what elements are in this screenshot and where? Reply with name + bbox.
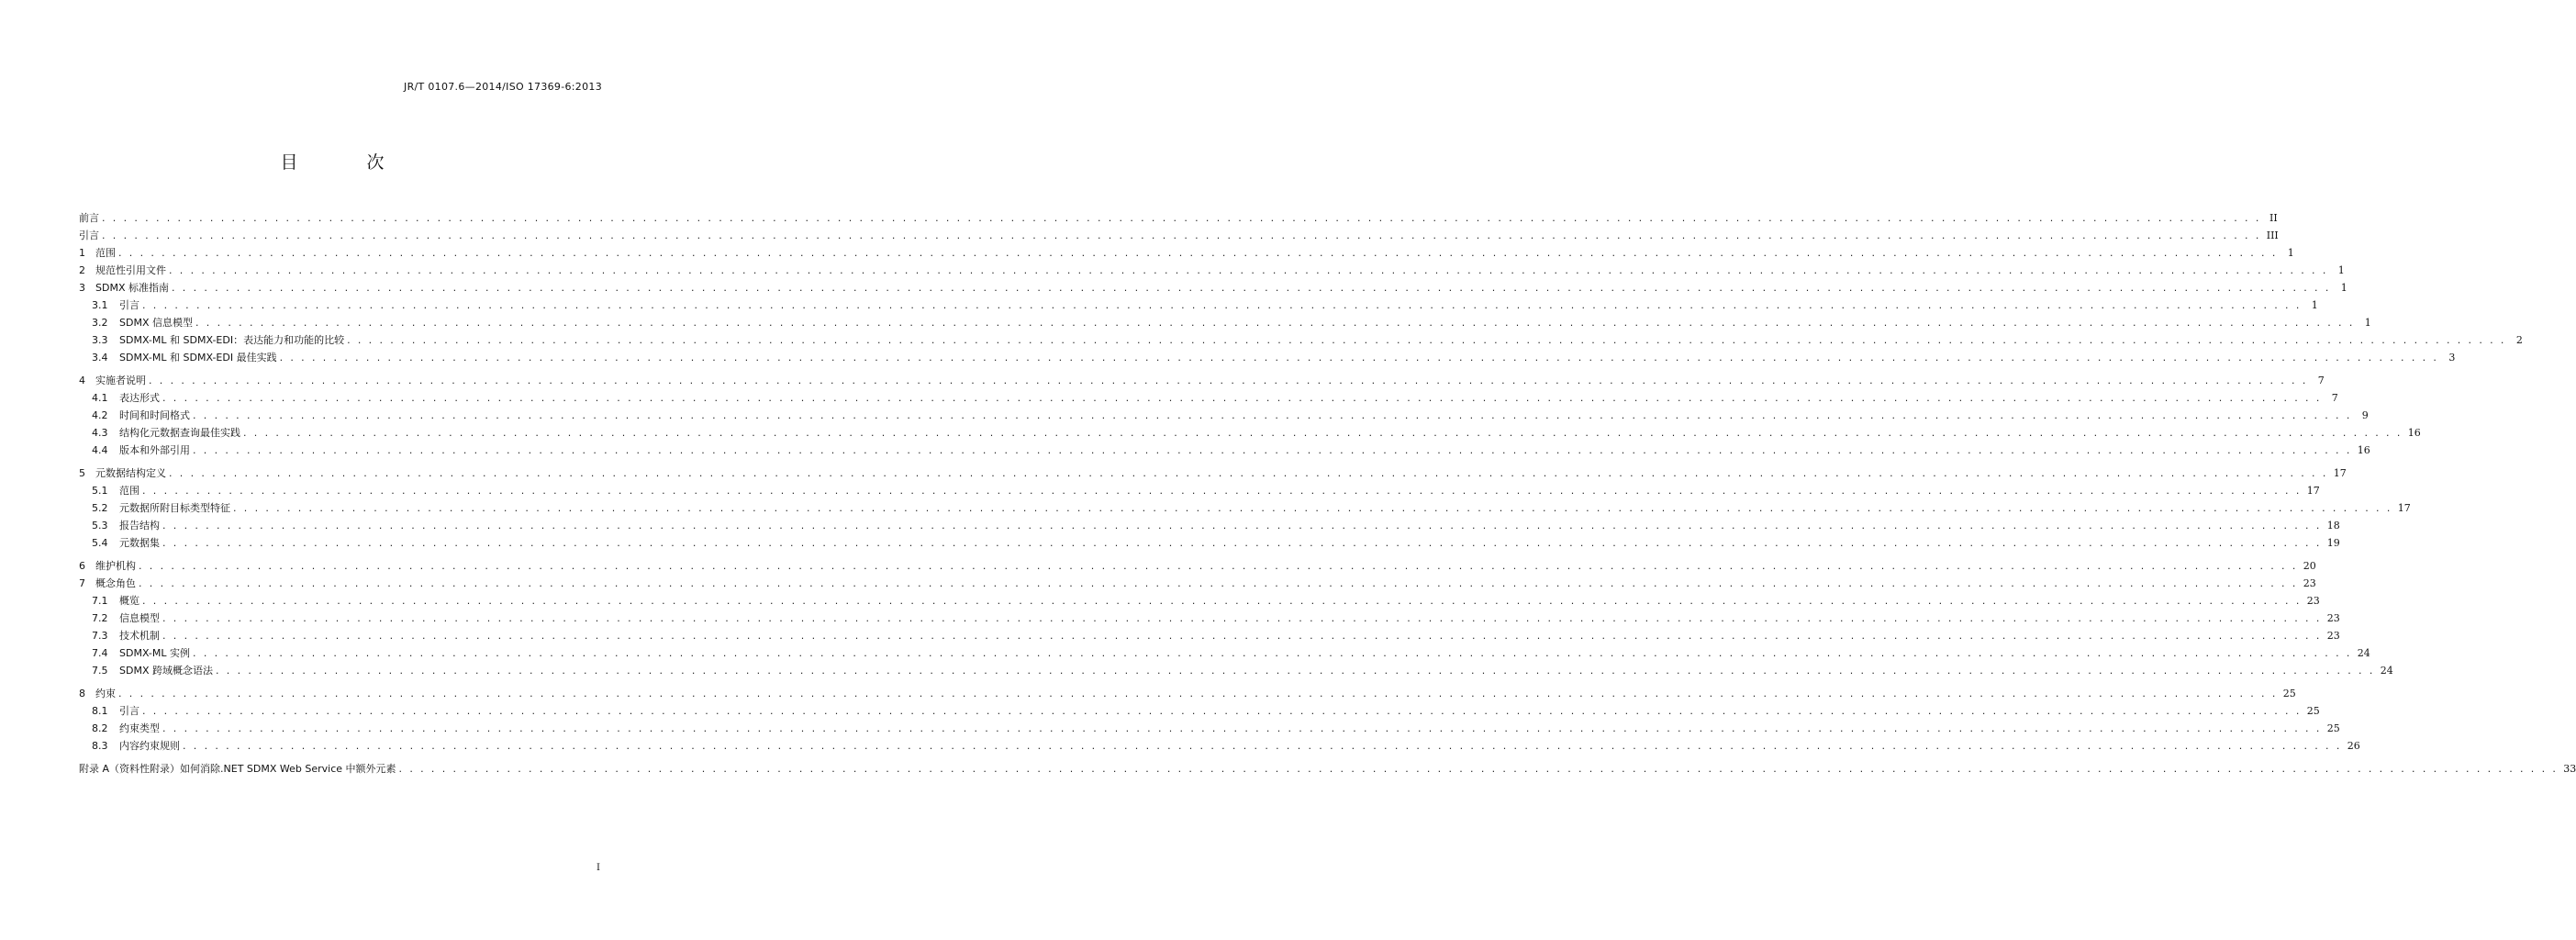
dot-leader: . . . . . . . . . . . . . . . . . . . . . . . . . . . . . . . . . . . . . . . . . . . . . . . . . . . . . . . . . . . . . . . . . . . . . . . . . . . . . . . . . . . . . . . . . . . . . . . . . . . . . . . . . . . . . . . . . . . . . . . . . . . . . . . . . . . . . . . . . . . . . . . . . . . . . . . . . . . . . . . . . . . . . . . . . . . . . . . . . . . . . . . . . . . . . . . . . . . . . . . .: [398, 763, 2559, 775]
dot-leader: . . . . . . . . . . . . . . . . . . . . . . . . . . . . . . . . . . . . . . . . . . . . . . . . . . . . . . . . . . . . . . . . . . . . . . . . . . . . . . . . . . . . . . . . . . . . . . . . . . . . . . . . . . . . . . . . . . . . . . . . . . . . . . . . . . . . . . . . . . . . . . . . . . . . . . . . . . . . . . . . . . . . . . . . . . . . . . . . . . . . . . . . . . . . . . . . . . . . . . . .: [169, 264, 2328, 276]
toc-entry-number: 3: [79, 282, 85, 294]
toc-entry-page: 16: [2407, 427, 2421, 439]
toc-entry-title: 概念角色: [95, 577, 136, 589]
dot-leader: . . . . . . . . . . . . . . . . . . . . . . . . . . . . . . . . . . . . . . . . . . . . . . . . . . . . . . . . . . . . . . . . . . . . . . . . . . . . . . . . . . . . . . . . . . . . . . . . . . . . . . . . . . . . . . . . . . . . . . . . . . . . . . . . . . . . . . . . . . . . . . . . . . . . . . . . . . . . . . . . . . . . . . . . . . . . . . . . . . . . . . . . . . . . . . . . . . . . . . . .: [139, 577, 2298, 589]
toc-entry-number: 8: [79, 688, 85, 699]
toc-entry-page: 23: [2326, 612, 2340, 624]
toc-entry[interactable]: [79, 297, 2318, 314]
dot-leader: . . . . . . . . . . . . . . . . . . . . . . . . . . . . . . . . . . . . . . . . . . . . . . . . . . . . . . . . . . . . . . . . . . . . . . . . . . . . . . . . . . . . . . . . . . . . . . . . . . . . . . . . . . . . . . . . . . . . . . . . . . . . . . . . . . . . . . . . . . . . . . . . . . . . . . . . . . . . . . . . . . . . . . . . . . . . . . . . . . . . . . . . . . . . . . . . . . . . . . . .: [193, 647, 2352, 659]
toc-entry-page: 23: [2306, 595, 2320, 607]
toc-entry[interactable]: [79, 644, 2370, 662]
toc-entry[interactable]: [79, 575, 2316, 592]
toc-entry[interactable]: [79, 592, 2320, 610]
toc-entry-page: 23: [2303, 577, 2316, 589]
toc-entry[interactable]: [79, 685, 2296, 702]
toc-entry[interactable]: [79, 244, 2294, 262]
toc-entry-title: 范围: [95, 247, 116, 259]
toc-entry-title: 内容约束规则: [119, 740, 180, 752]
dot-leader: . . . . . . . . . . . . . . . . . . . . . . . . . . . . . . . . . . . . . . . . . . . . . . . . . . . . . . . . . . . . . . . . . . . . . . . . . . . . . . . . . . . . . . . . . . . . . . . . . . . . . . . . . . . . . . . . . . . . . . . . . . . . . . . . . . . . . . . . . . . . . . . . . . . . . . . . . . . . . . . . . . . . . . . . . . . . . . . . . . . . . . . . . . . . . . . . . . . . . . . .: [215, 665, 2375, 677]
toc-entry-title: 时间和时间格式: [119, 409, 190, 421]
toc-entry-title: 附录 A（资料性附录）如何消除.NET SDMX Web Service 中额外元素: [79, 763, 396, 775]
dot-leader: . . . . . . . . . . . . . . . . . . . . . . . . . . . . . . . . . . . . . . . . . . . . . . . . . . . . . . . . . . . . . . . . . . . . . . . . . . . . . . . . . . . . . . . . . . . . . . . . . . . . . . . . . . . . . . . . . . . . . . . . . . . . . . . . . . . . . . . . . . . . . . . . . . . . . . . . . . . . . . . . . . . . . . . . . . . . . . . . . . . . . . . . . . . . . . . . . . . . . . . .: [118, 688, 2278, 699]
toc-entry-page: 3: [2448, 352, 2456, 364]
toc-entry-page: 24: [2380, 665, 2393, 677]
dot-leader: . . . . . . . . . . . . . . . . . . . . . . . . . . . . . . . . . . . . . . . . . . . . . . . . . . . . . . . . . . . . . . . . . . . . . . . . . . . . . . . . . . . . . . . . . . . . . . . . . . . . . . . . . . . . . . . . . . . . . . . . . . . . . . . . . . . . . . . . . . . . . . . . . . . . . . . . . . . . . . . . . . . . . . . . . . . . . . . . . . . . . . . . . . . . . . . . . . . . . . . .: [243, 427, 2403, 439]
toc-entry-title: 元数据所附目标类型特征: [119, 502, 230, 514]
toc-entry-title: SDMX-ML 和 SDMX-EDI 最佳实践: [119, 352, 277, 364]
page-number: I: [597, 863, 600, 873]
toc-entry-title: SDMX 跨域概念语法: [119, 665, 213, 677]
toc-entry-title: 概览: [119, 595, 139, 607]
toc-entry-page: 1: [2364, 317, 2371, 329]
dot-leader: . . . . . . . . . . . . . . . . . . . . . . . . . . . . . . . . . . . . . . . . . . . . . . . . . . . . . . . . . . . . . . . . . . . . . . . . . . . . . . . . . . . . . . . . . . . . . . . . . . . . . . . . . . . . . . . . . . . . . . . . . . . . . . . . . . . . . . . . . . . . . . . . . . . . . . . . . . . . . . . . . . . . . . . . . . . . . . . . . . . . . . . . . . . . . . . . . . . . . . . .: [195, 317, 2355, 329]
toc-entry-number: 8.1: [92, 705, 108, 717]
toc-entry-number: 7: [79, 577, 85, 589]
toc-entry-title: 报告结构: [119, 520, 160, 532]
toc-entry-page: 20: [2303, 560, 2316, 572]
toc-entry-page: III: [2266, 229, 2279, 241]
toc-entry-title: 前言: [79, 212, 99, 224]
dot-leader: . . . . . . . . . . . . . . . . . . . . . . . . . . . . . . . . . . . . . . . . . . . . . . . . . . . . . . . . . . . . . . . . . . . . . . . . . . . . . . . . . . . . . . . . . . . . . . . . . . . . . . . . . . . . . . . . . . . . . . . . . . . . . . . . . . . . . . . . . . . . . . . . . . . . . . . . . . . . . . . . . . . . . . . . . . . . . . . . . . . . . . . . . . . . . . . . . . . . . . . .: [102, 212, 2261, 224]
dot-leader: . . . . . . . . . . . . . . . . . . . . . . . . . . . . . . . . . . . . . . . . . . . . . . . . . . . . . . . . . . . . . . . . . . . . . . . . . . . . . . . . . . . . . . . . . . . . . . . . . . . . . . . . . . . . . . . . . . . . . . . . . . . . . . . . . . . . . . . . . . . . . . . . . . . . . . . . . . . . . . . . . . . . . . . . . . . . . . . . . . . . . . . . . . . . . . . . . . . . . . . .: [142, 299, 2302, 311]
toc-entry-title: 技术机制: [119, 630, 160, 642]
toc-entry[interactable]: [79, 499, 2411, 517]
toc-entry[interactable]: [79, 407, 2369, 424]
toc-entry-number: 3.4: [92, 352, 108, 364]
dot-leader: . . . . . . . . . . . . . . . . . . . . . . . . . . . . . . . . . . . . . . . . . . . . . . . . . . . . . . . . . . . . . . . . . . . . . . . . . . . . . . . . . . . . . . . . . . . . . . . . . . . . . . . . . . . . . . . . . . . . . . . . . . . . . . . . . . . . . . . . . . . . . . . . . . . . . . . . . . . . . . . . . . . . . . . . . . . . . . . . . . . . . . . . . . . . . . . . . . . . . . . .: [169, 467, 2328, 479]
toc-entry-number: 5.4: [92, 537, 108, 549]
toc-entry-title: 引言: [79, 229, 99, 241]
dot-leader: . . . . . . . . . . . . . . . . . . . . . . . . . . . . . . . . . . . . . . . . . . . . . . . . . . . . . . . . . . . . . . . . . . . . . . . . . . . . . . . . . . . . . . . . . . . . . . . . . . . . . . . . . . . . . . . . . . . . . . . . . . . . . . . . . . . . . . . . . . . . . . . . . . . . . . . . . . . . . . . . . . . . . . . . . . . . . . . . . . . . . . . . . . . . . . . . . . . . . . . .: [347, 334, 2506, 346]
toc-entry-title: SDMX 标准指南: [95, 282, 169, 294]
dot-leader: . . . . . . . . . . . . . . . . . . . . . . . . . . . . . . . . . . . . . . . . . . . . . . . . . . . . . . . . . . . . . . . . . . . . . . . . . . . . . . . . . . . . . . . . . . . . . . . . . . . . . . . . . . . . . . . . . . . . . . . . . . . . . . . . . . . . . . . . . . . . . . . . . . . . . . . . . . . . . . . . . . . . . . . . . . . . . . . . . . . . . . . . . . . . . . . . . . . . . . . .: [162, 392, 2322, 404]
toc-entry[interactable]: [79, 662, 2393, 679]
dot-leader: . . . . . . . . . . . . . . . . . . . . . . . . . . . . . . . . . . . . . . . . . . . . . . . . . . . . . . . . . . . . . . . . . . . . . . . . . . . . . . . . . . . . . . . . . . . . . . . . . . . . . . . . . . . . . . . . . . . . . . . . . . . . . . . . . . . . . . . . . . . . . . . . . . . . . . . . . . . . . . . . . . . . . . . . . . . . . . . . . . . . . . . . . . . . . . . . . . . . . . . .: [142, 705, 2302, 717]
toc-entry[interactable]: [79, 702, 2320, 720]
toc-entry-number: 7.4: [92, 647, 108, 659]
toc-entry-page: 24: [2357, 647, 2370, 659]
toc-entry-title: 约束: [95, 688, 116, 699]
toc-entry-number: 7.1: [92, 595, 108, 607]
toc-entry-title: 元数据结构定义: [95, 467, 166, 479]
toc-entry-number: 5: [79, 467, 85, 479]
toc-entry-title: SDMX 信息模型: [119, 317, 193, 329]
toc-entry[interactable]: [79, 279, 2347, 297]
toc-entry-page: 2: [2515, 334, 2523, 346]
toc-entry[interactable]: [79, 517, 2340, 534]
toc-entry-number: 7.3: [92, 630, 108, 642]
toc-entry-page: 23: [2326, 630, 2340, 642]
toc-entry-title: 维护机构: [95, 560, 136, 572]
dot-leader: . . . . . . . . . . . . . . . . . . . . . . . . . . . . . . . . . . . . . . . . . . . . . . . . . . . . . . . . . . . . . . . . . . . . . . . . . . . . . . . . . . . . . . . . . . . . . . . . . . . . . . . . . . . . . . . . . . . . . . . . . . . . . . . . . . . . . . . . . . . . . . . . . . . . . . . . . . . . . . . . . . . . . . . . . . . . . . . . . . . . . . . . . . . . . . . . . . . . . . . .: [183, 740, 2342, 752]
toc-entry-number: 3.3: [92, 334, 108, 346]
toc-entry-title: 引言: [119, 705, 139, 717]
toc-entry-page: 1: [2311, 299, 2318, 311]
toc-entry-number: 4.1: [92, 392, 108, 404]
toc-entry[interactable]: [79, 331, 2523, 349]
dot-leader: . . . . . . . . . . . . . . . . . . . . . . . . . . . . . . . . . . . . . . . . . . . . . . . . . . . . . . . . . . . . . . . . . . . . . . . . . . . . . . . . . . . . . . . . . . . . . . . . . . . . . . . . . . . . . . . . . . . . . . . . . . . . . . . . . . . . . . . . . . . . . . . . . . . . . . . . . . . . . . . . . . . . . . . . . . . . . . . . . . . . . . . . . . . . . . . . . . . . . . . .: [162, 612, 2322, 624]
toc-entry-title: 引言: [119, 299, 139, 311]
dot-leader: . . . . . . . . . . . . . . . . . . . . . . . . . . . . . . . . . . . . . . . . . . . . . . . . . . . . . . . . . . . . . . . . . . . . . . . . . . . . . . . . . . . . . . . . . . . . . . . . . . . . . . . . . . . . . . . . . . . . . . . . . . . . . . . . . . . . . . . . . . . . . . . . . . . . . . . . . . . . . . . . . . . . . . . . . . . . . . . . . . . . . . . . . . . . . . . . . . . . . . . .: [142, 595, 2302, 607]
dot-leader: . . . . . . . . . . . . . . . . . . . . . . . . . . . . . . . . . . . . . . . . . . . . . . . . . . . . . . . . . . . . . . . . . . . . . . . . . . . . . . . . . . . . . . . . . . . . . . . . . . . . . . . . . . . . . . . . . . . . . . . . . . . . . . . . . . . . . . . . . . . . . . . . . . . . . . . . . . . . . . . . . . . . . . . . . . . . . . . . . . . . . . . . . . . . . . . . . . . . . . . .: [162, 722, 2322, 734]
toc-entry-page: 25: [2326, 722, 2340, 734]
toc-entry-number: 3.2: [92, 317, 108, 329]
toc-entry-number: 6: [79, 560, 85, 572]
toc-entry-page: 17: [2306, 485, 2320, 497]
toc-entry-page: 17: [2333, 467, 2347, 479]
toc-entry[interactable]: [79, 209, 2278, 227]
toc-entry-title: 规范性引用文件: [95, 264, 166, 276]
toc-entry-page: 33: [2563, 763, 2576, 775]
toc-entry-number: 2: [79, 264, 85, 276]
dot-leader: . . . . . . . . . . . . . . . . . . . . . . . . . . . . . . . . . . . . . . . . . . . . . . . . . . . . . . . . . . . . . . . . . . . . . . . . . . . . . . . . . . . . . . . . . . . . . . . . . . . . . . . . . . . . . . . . . . . . . . . . . . . . . . . . . . . . . . . . . . . . . . . . . . . . . . . . . . . . . . . . . . . . . . . . . . . . . . . . . . . . . . . . . . . . . . . . . . . . . . . .: [162, 537, 2322, 549]
toc-entry-title: 元数据集: [119, 537, 160, 549]
toc-entry-title: 范围: [119, 485, 139, 497]
toc-entry[interactable]: [79, 314, 2371, 331]
dot-leader: . . . . . . . . . . . . . . . . . . . . . . . . . . . . . . . . . . . . . . . . . . . . . . . . . . . . . . . . . . . . . . . . . . . . . . . . . . . . . . . . . . . . . . . . . . . . . . . . . . . . . . . . . . . . . . . . . . . . . . . . . . . . . . . . . . . . . . . . . . . . . . . . . . . . . . . . . . . . . . . . . . . . . . . . . . . . . . . . . . . . . . . . . . . . . . . . . . . . . . . .: [193, 409, 2352, 421]
dot-leader: . . . . . . . . . . . . . . . . . . . . . . . . . . . . . . . . . . . . . . . . . . . . . . . . . . . . . . . . . . . . . . . . . . . . . . . . . . . . . . . . . . . . . . . . . . . . . . . . . . . . . . . . . . . . . . . . . . . . . . . . . . . . . . . . . . . . . . . . . . . . . . . . . . . . . . . . . . . . . . . . . . . . . . . . . . . . . . . . . . . . . . . . . . . . . . . . . . . . . . . .: [193, 444, 2352, 456]
document-code: JR/T 0107.6—2014/ISO 17369-6:2013: [404, 81, 602, 93]
toc-entry-title: 实施者说明: [95, 375, 146, 386]
toc-entry[interactable]: [79, 610, 2340, 627]
toc-entry[interactable]: [79, 442, 2370, 459]
toc-entry[interactable]: [79, 389, 2338, 407]
toc-entry-page: 1: [2337, 264, 2345, 276]
toc-entry-page: 26: [2347, 740, 2360, 752]
dot-leader: . . . . . . . . . . . . . . . . . . . . . . . . . . . . . . . . . . . . . . . . . . . . . . . . . . . . . . . . . . . . . . . . . . . . . . . . . . . . . . . . . . . . . . . . . . . . . . . . . . . . . . . . . . . . . . . . . . . . . . . . . . . . . . . . . . . . . . . . . . . . . . . . . . . . . . . . . . . . . . . . . . . . . . . . . . . . . . . . . . . . . . . . . . . . . . . . . . . . . . . .: [162, 520, 2322, 532]
toc-entry[interactable]: [79, 737, 2360, 755]
toc-entry[interactable]: [79, 557, 2316, 575]
toc-entry-page: 25: [2306, 705, 2320, 717]
toc-entry-number: 4.4: [92, 444, 108, 456]
dot-leader: . . . . . . . . . . . . . . . . . . . . . . . . . . . . . . . . . . . . . . . . . . . . . . . . . . . . . . . . . . . . . . . . . . . . . . . . . . . . . . . . . . . . . . . . . . . . . . . . . . . . . . . . . . . . . . . . . . . . . . . . . . . . . . . . . . . . . . . . . . . . . . . . . . . . . . . . . . . . . . . . . . . . . . . . . . . . . . . . . . . . . . . . . . . . . . . . . . . . . . . .: [162, 630, 2322, 642]
toc-entry-page: 9: [2361, 409, 2369, 421]
toc-entry-page: 16: [2357, 444, 2370, 456]
toc-entry-number: 5.1: [92, 485, 108, 497]
toc-entry[interactable]: [79, 372, 2325, 389]
toc-entry-title: 版本和外部引用: [119, 444, 190, 456]
toc-entry-title: 结构化元数据查询最佳实践: [119, 427, 240, 439]
table-of-contents: [79, 209, 2576, 778]
toc-entry[interactable]: [79, 720, 2340, 737]
toc-entry-title: 信息模型: [119, 612, 160, 624]
toc-entry[interactable]: [79, 349, 2456, 366]
dot-leader: . . . . . . . . . . . . . . . . . . . . . . . . . . . . . . . . . . . . . . . . . . . . . . . . . . . . . . . . . . . . . . . . . . . . . . . . . . . . . . . . . . . . . . . . . . . . . . . . . . . . . . . . . . . . . . . . . . . . . . . . . . . . . . . . . . . . . . . . . . . . . . . . . . . . . . . . . . . . . . . . . . . . . . . . . . . . . . . . . . . . . . . . . . . . . . . . . . . . . . . .: [149, 375, 2308, 386]
toc-title: 目 次: [280, 152, 410, 173]
toc-entry-page: 17: [2397, 502, 2411, 514]
toc-entry-number: 4.3: [92, 427, 108, 439]
dot-leader: . . . . . . . . . . . . . . . . . . . . . . . . . . . . . . . . . . . . . . . . . . . . . . . . . . . . . . . . . . . . . . . . . . . . . . . . . . . . . . . . . . . . . . . . . . . . . . . . . . . . . . . . . . . . . . . . . . . . . . . . . . . . . . . . . . . . . . . . . . . . . . . . . . . . . . . . . . . . . . . . . . . . . . . . . . . . . . . . . . . . . . . . . . . . . . . . . . . . . . . .: [102, 229, 2261, 241]
toc-entry[interactable]: [79, 227, 2279, 244]
dot-leader: . . . . . . . . . . . . . . . . . . . . . . . . . . . . . . . . . . . . . . . . . . . . . . . . . . . . . . . . . . . . . . . . . . . . . . . . . . . . . . . . . . . . . . . . . . . . . . . . . . . . . . . . . . . . . . . . . . . . . . . . . . . . . . . . . . . . . . . . . . . . . . . . . . . . . . . . . . . . . . . . . . . . . . . . . . . . . . . . . . . . . . . . . . . . . . . . . . . . . . . .: [171, 282, 2331, 294]
toc-entry-number: 4: [79, 375, 85, 386]
toc-entry[interactable]: [79, 534, 2340, 552]
toc-entry-page: II: [2269, 212, 2278, 224]
dot-leader: . . . . . . . . . . . . . . . . . . . . . . . . . . . . . . . . . . . . . . . . . . . . . . . . . . . . . . . . . . . . . . . . . . . . . . . . . . . . . . . . . . . . . . . . . . . . . . . . . . . . . . . . . . . . . . . . . . . . . . . . . . . . . . . . . . . . . . . . . . . . . . . . . . . . . . . . . . . . . . . . . . . . . . . . . . . . . . . . . . . . . . . . . . . . . . . . . . . . . . . .: [118, 247, 2278, 259]
toc-entry-page: 1: [2340, 282, 2347, 294]
toc-entry-number: 7.2: [92, 612, 108, 624]
toc-entry-title: SDMX-ML 实例: [119, 647, 191, 659]
toc-entry[interactable]: [79, 262, 2345, 279]
dot-leader: . . . . . . . . . . . . . . . . . . . . . . . . . . . . . . . . . . . . . . . . . . . . . . . . . . . . . . . . . . . . . . . . . . . . . . . . . . . . . . . . . . . . . . . . . . . . . . . . . . . . . . . . . . . . . . . . . . . . . . . . . . . . . . . . . . . . . . . . . . . . . . . . . . . . . . . . . . . . . . . . . . . . . . . . . . . . . . . . . . . . . . . . . . . . . . . . . . . . . . . .: [233, 502, 2392, 514]
toc-entry-number: 5.2: [92, 502, 108, 514]
toc-entry[interactable]: [79, 627, 2340, 644]
toc-entry[interactable]: [79, 464, 2347, 482]
toc-entry-title: SDMX-ML 和 SDMX-EDI：表达能力和功能的比较: [119, 334, 345, 346]
toc-entry-page: 7: [2331, 392, 2338, 404]
toc-entry-title: 约束类型: [119, 722, 160, 734]
dot-leader: . . . . . . . . . . . . . . . . . . . . . . . . . . . . . . . . . . . . . . . . . . . . . . . . . . . . . . . . . . . . . . . . . . . . . . . . . . . . . . . . . . . . . . . . . . . . . . . . . . . . . . . . . . . . . . . . . . . . . . . . . . . . . . . . . . . . . . . . . . . . . . . . . . . . . . . . . . . . . . . . . . . . . . . . . . . . . . . . . . . . . . . . . . . . . . . . . . . . . . . .: [279, 352, 2439, 364]
toc-entry-page: 7: [2317, 375, 2325, 386]
toc-entry-number: 1: [79, 247, 85, 259]
toc-entry[interactable]: [79, 482, 2320, 499]
dot-leader: . . . . . . . . . . . . . . . . . . . . . . . . . . . . . . . . . . . . . . . . . . . . . . . . . . . . . . . . . . . . . . . . . . . . . . . . . . . . . . . . . . . . . . . . . . . . . . . . . . . . . . . . . . . . . . . . . . . . . . . . . . . . . . . . . . . . . . . . . . . . . . . . . . . . . . . . . . . . . . . . . . . . . . . . . . . . . . . . . . . . . . . . . . . . . . . . . . . . . . . .: [139, 560, 2298, 572]
toc-entry-page: 25: [2282, 688, 2296, 699]
dot-leader: . . . . . . . . . . . . . . . . . . . . . . . . . . . . . . . . . . . . . . . . . . . . . . . . . . . . . . . . . . . . . . . . . . . . . . . . . . . . . . . . . . . . . . . . . . . . . . . . . . . . . . . . . . . . . . . . . . . . . . . . . . . . . . . . . . . . . . . . . . . . . . . . . . . . . . . . . . . . . . . . . . . . . . . . . . . . . . . . . . . . . . . . . . . . . . . . . . . . . . . .: [142, 485, 2302, 497]
toc-entry-page: 18: [2326, 520, 2340, 532]
toc-entry-title: 表达形式: [119, 392, 160, 404]
toc-entry[interactable]: [79, 424, 2421, 442]
toc-entry-number: 8.2: [92, 722, 108, 734]
toc-entry[interactable]: [79, 760, 2576, 778]
toc-entry-number: 4.2: [92, 409, 108, 421]
toc-entry-page: 19: [2326, 537, 2340, 549]
toc-entry-number: 3.1: [92, 299, 108, 311]
toc-entry-page: 1: [2287, 247, 2294, 259]
toc-entry-number: 7.5: [92, 665, 108, 677]
toc-entry-number: 8.3: [92, 740, 108, 752]
toc-entry-number: 5.3: [92, 520, 108, 532]
